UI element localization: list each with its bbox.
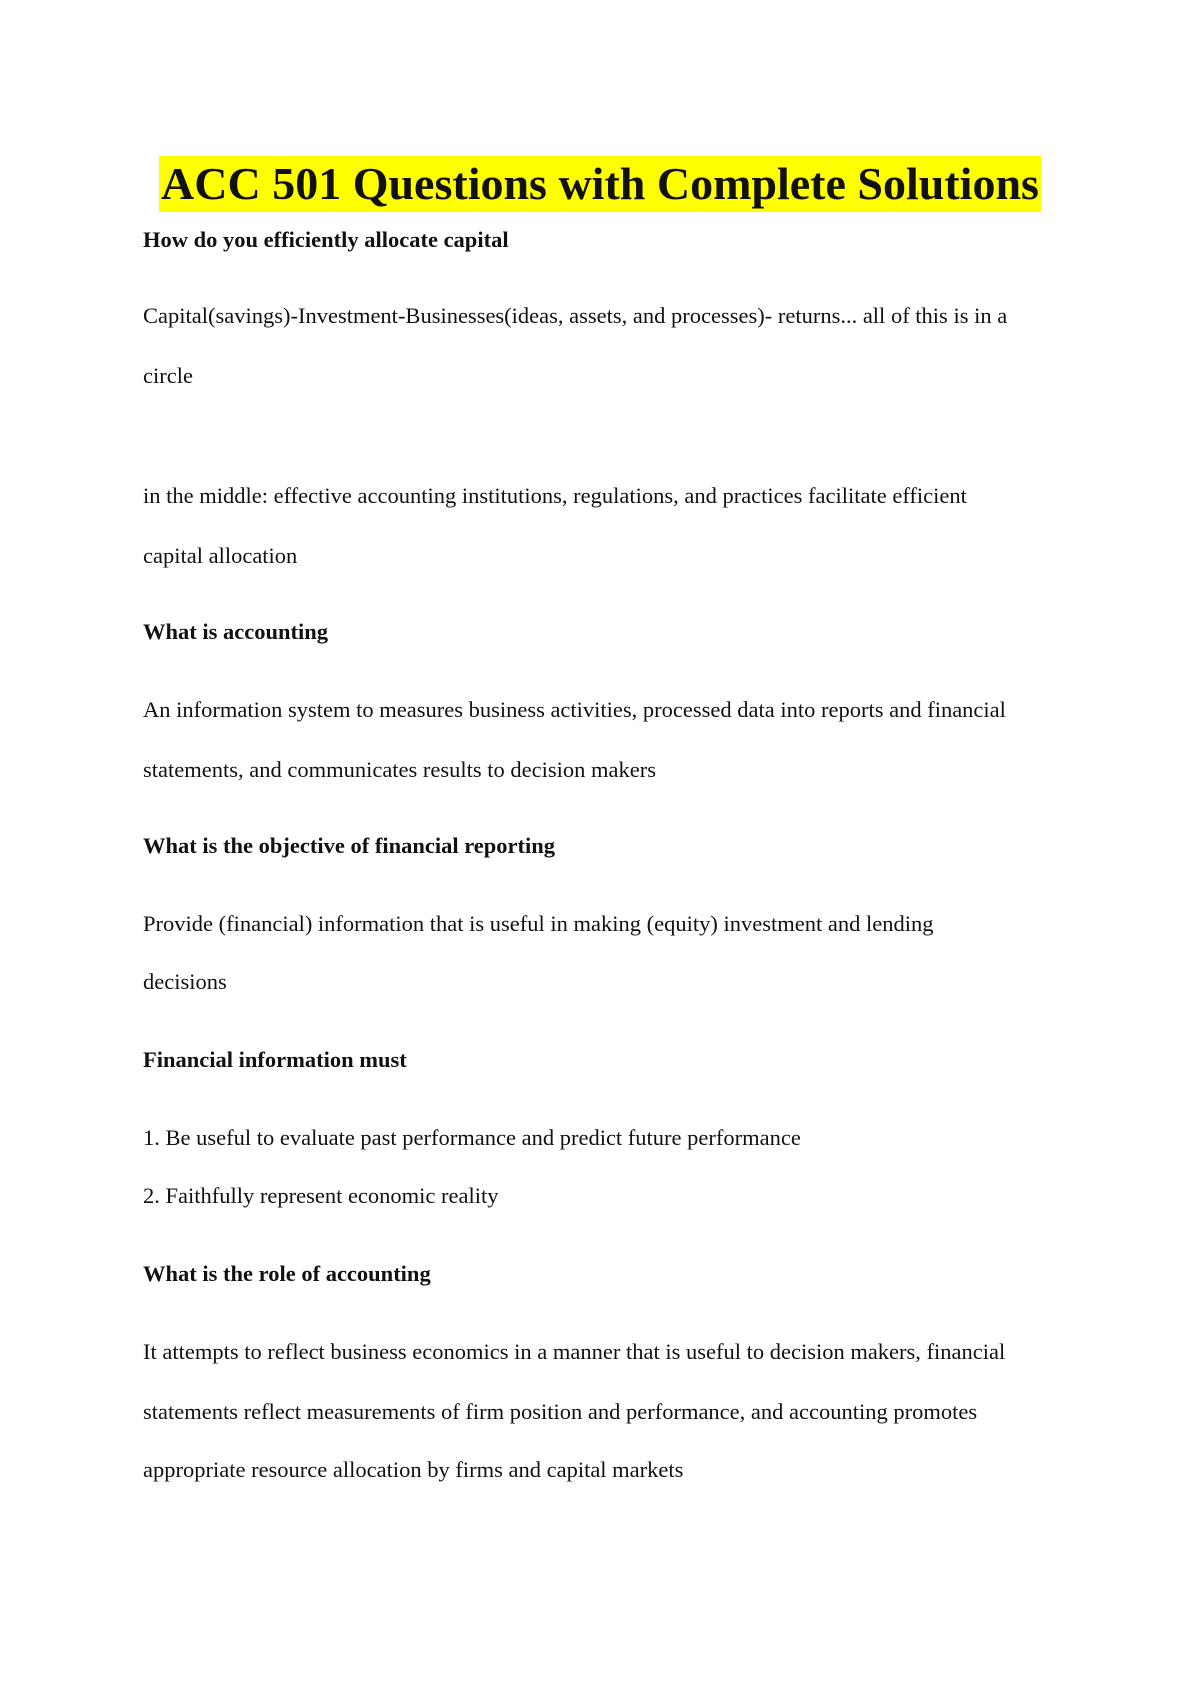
title-container — [0, 156, 1200, 212]
list-item: 2. Faithfully represent economic reality — [143, 1183, 499, 1208]
answer-line: Capital(savings)-Investment-Businesses(ideas, assets, and processes)- returns... all of this is in a — [143, 303, 1008, 328]
answer-line: statements reflect measurements of firm position and performance, and accounting promotes — [143, 1399, 978, 1424]
question-heading: Financial information must — [143, 1047, 407, 1072]
question-heading: How do you efficiently allocate capital — [143, 227, 509, 252]
answer-line: statements, and communicates results to decision makers — [143, 757, 656, 782]
answer-line: It attempts to reflect business economics in a manner that is useful to decision makers, financial — [143, 1339, 1006, 1364]
document-title: ACC 501 Questions with Complete Solutions — [159, 156, 1041, 212]
answer-line: appropriate resource allocation by firms and capital markets — [143, 1457, 684, 1482]
question-heading: What is accounting — [143, 619, 329, 644]
list-item: 1. Be useful to evaluate past performance and predict future performance — [143, 1125, 801, 1150]
question-heading: What is the objective of financial reporting — [143, 833, 556, 858]
answer-line: circle — [143, 363, 193, 388]
answer-line: decisions — [143, 969, 227, 994]
answer-line: in the middle: effective accounting institutions, regulations, and practices facilitate efficient — [143, 483, 967, 508]
answer-line: Provide (financial) information that is useful in making (equity) investment and lending — [143, 911, 934, 936]
answer-line: An information system to measures business activities, processed data into reports and financial — [143, 697, 1006, 722]
question-heading: What is the role of accounting — [143, 1261, 431, 1286]
answer-line: capital allocation — [143, 543, 298, 568]
